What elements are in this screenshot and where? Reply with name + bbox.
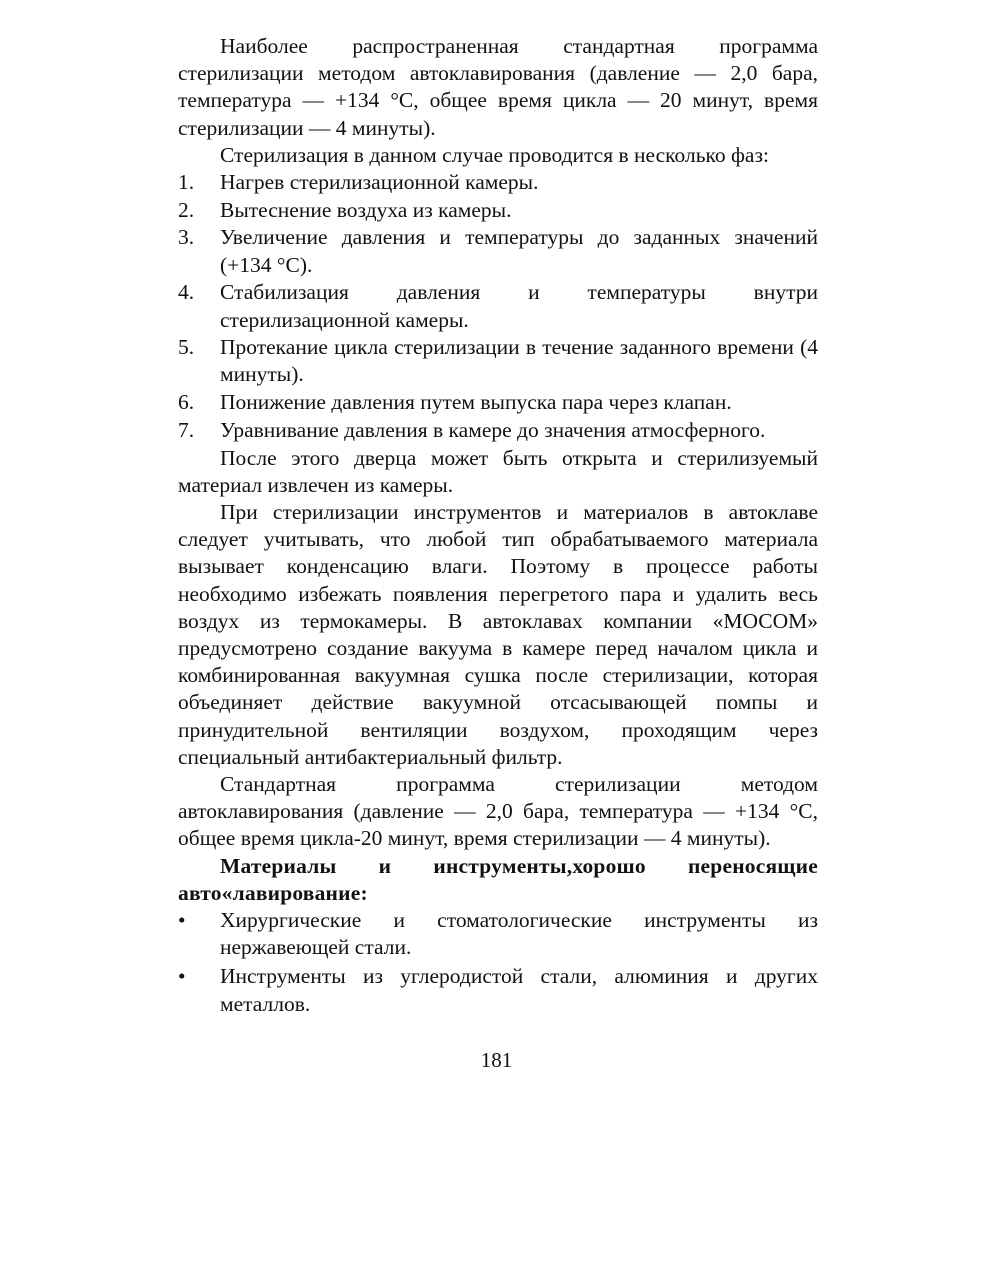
bullet-marker: •: [178, 964, 186, 989]
list-item: [178, 417, 818, 444]
list-item: [178, 963, 818, 1017]
list-item: [178, 197, 818, 224]
paragraph-standard-program: Наиболее распространенная стандартная программа стерилизации методом автоклавирования (давление — 2,0 бара, температура — +134 °C, общее время цикла — 20 минут, время стерилизации — 4 минуты).: [178, 34, 818, 140]
list-item: [178, 224, 818, 278]
list-marker: 2.: [178, 197, 195, 222]
list-item: [178, 334, 818, 388]
list-marker: 6.: [178, 390, 195, 415]
phases-list: [178, 169, 818, 444]
list-item-text: Хирургические и стоматологические инструменты из нержавеющей стали.: [220, 908, 818, 960]
list-item: [178, 169, 818, 196]
list-item-text: Инструменты из углеродистой стали, алюминия и других металлов.: [220, 964, 818, 1016]
page-body: [178, 33, 818, 1020]
list-item-text: Стабилизация давления и температуры внутри стерилизационной камеры.: [220, 280, 818, 332]
list-item: [178, 279, 818, 333]
list-item: [178, 907, 818, 961]
list-item-text: Понижение давления путем выпуска пара через клапан.: [220, 390, 732, 415]
list-marker: 1.: [178, 170, 195, 195]
list-marker: 7.: [178, 417, 195, 442]
list-item: [178, 389, 818, 416]
materials-list: [178, 907, 818, 1018]
list-item-text: Протекание цикла стерилизации в течение заданного времени (4 минуты).: [220, 335, 818, 387]
paragraph-standard-program-repeat: Стандартная программа стерилизации методом автоклавирования (давление — 2,0 бара, температура — +134 °C, общее время цикла-20 минут, время стерилизации — 4 минуты).: [178, 771, 818, 851]
page-number: 181: [480, 1048, 513, 1072]
list-marker: 3.: [178, 225, 195, 250]
list-item-text: Нагрев стерилизационной камеры.: [220, 170, 539, 195]
paragraph-door-open: После этого дверца может быть открыта и стерилизуемый материал извлечен из камеры.: [178, 445, 818, 497]
paragraph-condensation: При стерилизации инструментов и материалов в автоклаве следует учитывать, что любой тип обрабатываемого материала вызывает конденсацию влаги. Поэтому в процессе работы необходимо избежать появления перегретого пара и удалить весь воздух из термокамеры. В автоклавах компании «МОСОМ» предусмотрено создание вакуума в камере перед началом цикла и комбинированная вакуумная сушка после стерилизации, которая объединяет действие вакуумной отсасывающей помпы и принудительной вентиляции воздухом, проходящим через специальный антибактериальный фильтр.: [178, 499, 818, 769]
section-heading: Материалы и инструменты,хорошо переносящие авто«лавирование:: [178, 853, 818, 905]
list-item-text: Вытеснение воздуха из камеры.: [220, 197, 512, 222]
bullet-marker: •: [178, 908, 186, 932]
list-item-text: Уравнивание давления в камере до значения атмосферного.: [220, 417, 766, 442]
list-marker: 4.: [178, 280, 195, 305]
list-marker: 5.: [178, 335, 195, 360]
paragraph-phases-intro: Стерилизация в данном случае проводится в несколько фаз:: [220, 142, 769, 167]
list-item-text: Увеличение давления и температуры до заданных значений (+134 °C).: [220, 225, 818, 277]
